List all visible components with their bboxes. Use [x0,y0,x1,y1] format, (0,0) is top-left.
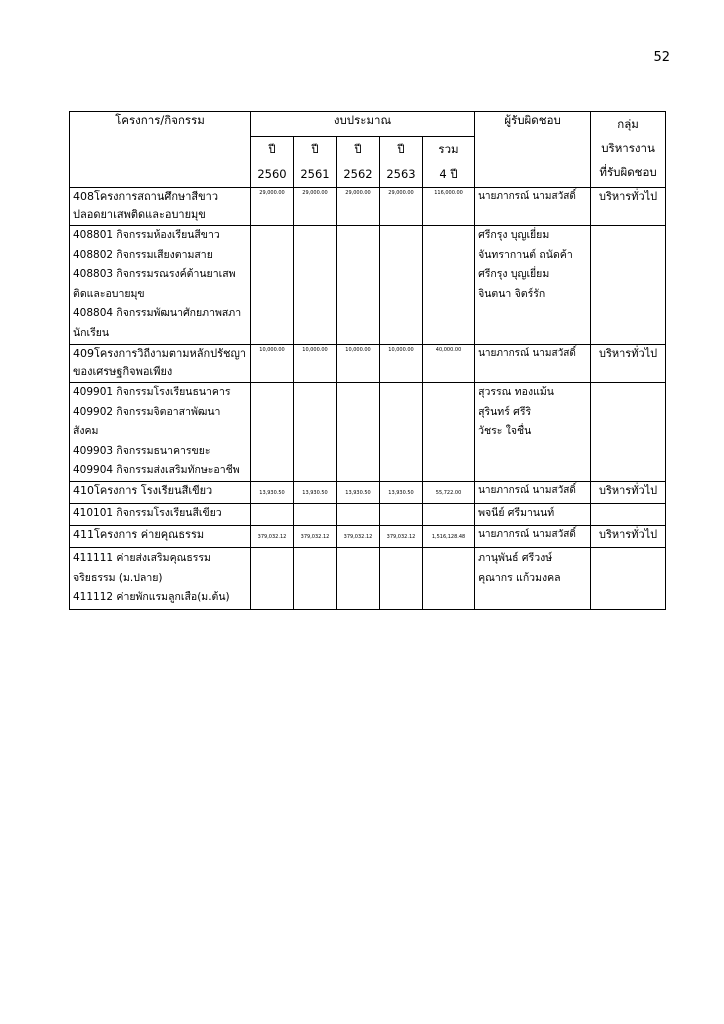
page-number: 52 [653,50,670,65]
header-project: โครงการ/กิจกรรม [70,112,251,188]
activity-item: 411111 ค่ายส่งเสริมคุณธรรม [73,552,211,564]
header-responsible: ผู้รับผิดชอบ [475,112,591,188]
empty-cell [423,383,475,482]
budget-2562: 10,000.00 [337,345,380,383]
budget-2560: 29,000.00 [251,188,294,226]
budget-2560: 13,930.50 [251,482,294,504]
empty-cell [251,226,294,345]
empty-cell [294,548,337,610]
budget-2561: 29,000.00 [294,188,337,226]
activity-item: 411112 ค่ายพักแรมลูกเสือ(ม.ต้น) [73,591,230,603]
empty-cell [380,548,423,610]
project-title-line: 409โครงการวิถีงามตามหลักปรัชญา [73,347,247,360]
empty-cell [380,383,423,482]
person-item: ศรีกรุง บุญเยี่ยม [478,268,550,280]
project-409 [70,345,666,482]
person-list [475,226,591,345]
activity-item: 408802 กิจกรรมเสียงตามสาย [73,248,213,261]
budget-total: 1,516,128.48 [423,526,475,548]
year-header-bottom: 2562 [337,162,380,188]
empty-cell [251,383,294,482]
activity-item: 409904 กิจกรรมส่งเสริมทักษะอาชีพ [73,464,240,476]
activity-item: 408801 กิจกรรมห้องเรียนสีขาว [73,229,220,241]
project-title [70,526,251,548]
year-header-top: ปี [251,137,294,163]
header-budget: งบประมาณ [251,112,475,137]
empty-cell [591,548,666,610]
activity-item: 408803 กิจกรรมรณรงค์ต้านยาเสพ [73,268,236,280]
project-title-line: 410โครงการ โรงเรียนสีเขียว [73,484,213,497]
year-header-bottom: 2561 [294,162,337,188]
activity-item: จริยธรรม (ม.ปลาย) [73,571,163,584]
year-header-top: ปี [294,137,337,163]
empty-cell [294,226,337,345]
empty-cell [337,504,380,526]
budget-2560: 379,032.12 [251,526,294,548]
person-list [475,383,591,482]
person-item: สุวรรณ ทองแม้น [478,386,554,398]
budget-total: 40,000.00 [423,345,475,383]
year-header-top: รวม [423,137,475,163]
empty-cell [423,548,475,610]
year-header-bottom: 2563 [380,162,423,188]
person-item: ศรีกรุง บุญเยี่ยม [478,229,550,241]
activity-list [70,383,251,482]
project-title [70,188,251,226]
activity-item: สังคม [73,425,99,437]
activity-item: 409901 กิจกรรมโรงเรียนธนาคาร [73,386,231,398]
project-title-line: 411โครงการ ค่ายคุณธรรม [73,528,205,541]
year-header-bottom: 4 ปี [423,162,475,188]
header-group-line: ที่รับผิดชอบ [599,165,657,179]
activity-item: 410101 กิจกรรมโรงเรียนสีเขียว [73,507,222,519]
empty-cell [380,504,423,526]
activity-item: ติดและอบายมุข [73,287,145,300]
activity-list [70,226,251,345]
budget-2562: 13,930.50 [337,482,380,504]
budget-2563: 13,930.50 [380,482,423,504]
budget-table [69,111,666,610]
project-title-line: ของเศรษฐกิจพอเพียง [73,365,173,378]
empty-cell [591,383,666,482]
budget-total: 55,722.00 [423,482,475,504]
activity-item: 408804 กิจกรรมพัฒนาศักยภาพสภา [73,307,242,319]
year-header-top: ปี [380,137,423,163]
project-group: บริหารทั่วไป [591,482,666,504]
empty-cell [251,548,294,610]
project-group: บริหารทั่วไป [591,188,666,226]
project-410 [70,482,666,526]
year-header-top: ปี [337,137,380,163]
budget-2563: 10,000.00 [380,345,423,383]
empty-cell [380,226,423,345]
project-title-line: ปลอดยาเสพติดและอบายมุข [73,208,206,221]
person-item: สุรินทร์ ศรีริ [478,405,532,418]
empty-cell [423,226,475,345]
header-group-line: บริหารงาน [601,141,655,155]
empty-cell [294,504,337,526]
header-group [591,112,666,188]
activity-list [70,548,251,610]
header-group-line: กลุ่ม [617,117,639,131]
project-411 [70,526,666,610]
project-group: บริหารทั่วไป [591,526,666,548]
budget-2563: 379,032.12 [380,526,423,548]
budget-2560: 10,000.00 [251,345,294,383]
project-group: บริหารทั่วไป [591,345,666,383]
person-item: ภานุพันธ์ ศรีวงษ์ [478,552,553,564]
empty-cell [591,226,666,345]
activity-list [70,504,251,526]
empty-cell [423,504,475,526]
person-item: วัชระ ใจชื่น [478,425,532,437]
budget-2563: 29,000.00 [380,188,423,226]
project-title-line: 408โครงการสถานศึกษาสีขาว [73,190,219,203]
person-item: จันทรากานต์ ถนัดค้า [478,248,573,261]
year-header-bottom: 2560 [251,162,294,188]
project-title [70,345,251,383]
empty-cell [337,548,380,610]
budget-2562: 29,000.00 [337,188,380,226]
empty-cell [337,226,380,345]
empty-cell [337,383,380,482]
project-title [70,482,251,504]
budget-2561: 10,000.00 [294,345,337,383]
person-item: จินตนา จิตร์รัก [478,287,546,300]
person-item: พจนีย์ ศรีมานนท์ [478,507,555,519]
project-responsible: นายภากรณ์ นามสวัสดิ์ [475,345,591,383]
budget-2561: 379,032.12 [294,526,337,548]
empty-cell [251,504,294,526]
empty-cell [591,504,666,526]
project-408 [70,188,666,345]
budget-2561: 13,930.50 [294,482,337,504]
activity-item: นักเรียน [73,326,110,339]
person-list [475,548,591,610]
activity-item: 409903 กิจกรรมธนาคารขยะ [73,444,211,457]
empty-cell [294,383,337,482]
table-header [70,112,666,188]
budget-total: 116,000.00 [423,188,475,226]
project-responsible: นายภากรณ์ นามสวัสดิ์ [475,526,591,548]
project-responsible: นายภากรณ์ นามสวัสดิ์ [475,188,591,226]
budget-2562: 379,032.12 [337,526,380,548]
person-list [475,504,591,526]
project-responsible: นายภากรณ์ นามสวัสดิ์ [475,482,591,504]
activity-item: 409902 กิจกรรมจิตอาสาพัฒนา [73,405,221,418]
person-item: คุณากร แก้วมงคล [478,571,561,584]
